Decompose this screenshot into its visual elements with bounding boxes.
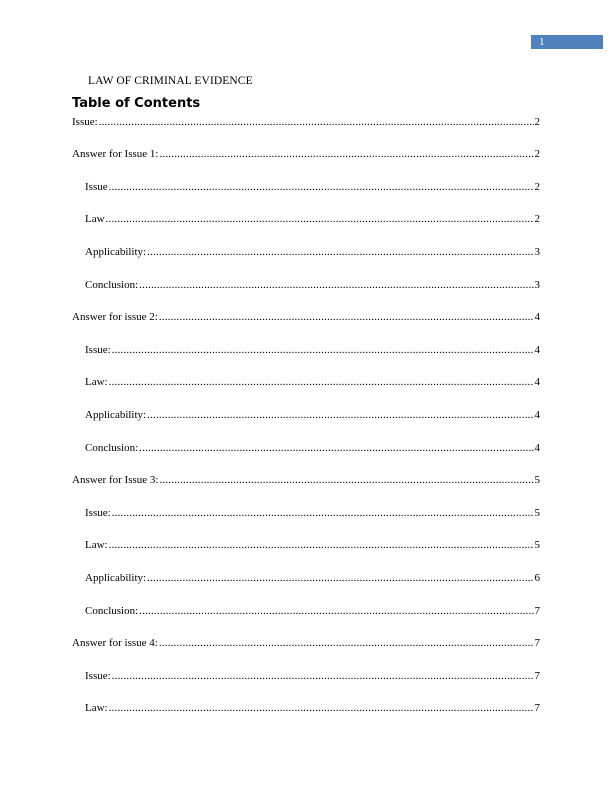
toc-entry-text: Issue: xyxy=(85,344,111,356)
toc-entry-text: Law: xyxy=(85,702,108,714)
toc-entry-page: 4 xyxy=(534,409,540,421)
toc-entry[interactable] xyxy=(85,278,540,292)
toc-entry-page: 7 xyxy=(534,702,540,714)
toc-entry[interactable] xyxy=(72,310,540,324)
toc-entry-page: 4 xyxy=(534,376,540,388)
toc-entry[interactable] xyxy=(72,147,540,161)
toc-leader-dots xyxy=(109,180,534,194)
toc-entry[interactable] xyxy=(85,701,540,715)
toc-leader-dots xyxy=(109,701,534,715)
toc-entry-page: 4 xyxy=(534,311,540,323)
toc-entry[interactable] xyxy=(85,180,540,194)
toc-entry[interactable] xyxy=(72,636,540,650)
toc-entry-text: Law: xyxy=(85,376,108,388)
toc-entry-page: 7 xyxy=(534,637,540,649)
toc-entry-text: Conclusion: xyxy=(85,442,139,454)
toc-leader-dots xyxy=(139,604,533,618)
page-number-badge: 1 xyxy=(531,35,603,49)
toc-entry[interactable] xyxy=(85,343,540,357)
toc-entry-text: Applicability: xyxy=(85,572,147,584)
toc-entry-page: 4 xyxy=(534,344,540,356)
toc-entry[interactable] xyxy=(85,604,540,618)
toc-entry-text: Conclusion: xyxy=(85,279,139,291)
toc-entry-page: 4 xyxy=(534,442,540,454)
running-head: LAW OF CRIMINAL EVIDENCE xyxy=(88,75,253,87)
toc-entry-text: Applicability: xyxy=(85,246,147,258)
toc-entry-text: Issue: xyxy=(85,507,111,519)
toc-leader-dots xyxy=(106,212,534,226)
toc-entry-page: 5 xyxy=(534,539,540,551)
toc-entry-text: Applicability: xyxy=(85,409,147,421)
toc-entry[interactable] xyxy=(72,115,540,129)
toc-entry-page: 3 xyxy=(534,246,540,258)
toc-entry-text: Issue: xyxy=(72,116,98,128)
toc-entry[interactable] xyxy=(72,473,540,487)
toc-leader-dots xyxy=(109,375,534,389)
toc-entry-page: 2 xyxy=(534,116,540,128)
toc-leader-dots xyxy=(139,441,533,455)
toc-entry-text: Issue: xyxy=(85,670,111,682)
toc-leader-dots xyxy=(147,245,533,259)
toc-leader-dots xyxy=(139,278,533,292)
toc-entry-page: 2 xyxy=(534,148,540,160)
toc-entry[interactable] xyxy=(85,408,540,422)
toc-leader-dots xyxy=(159,636,534,650)
toc-leader-dots xyxy=(112,506,534,520)
toc-entry[interactable] xyxy=(85,441,540,455)
toc-title: Table of Contents xyxy=(72,96,201,111)
toc-entry[interactable] xyxy=(85,375,540,389)
toc-entry-page: 7 xyxy=(534,670,540,682)
toc-leader-dots xyxy=(112,343,534,357)
toc-entry[interactable] xyxy=(85,245,540,259)
toc-entry[interactable] xyxy=(85,538,540,552)
toc-leader-dots xyxy=(109,538,534,552)
toc-leader-dots xyxy=(159,473,533,487)
toc-entry-text: Law xyxy=(85,213,105,225)
toc-entry[interactable] xyxy=(85,571,540,585)
toc-entry[interactable] xyxy=(85,212,540,226)
toc-entry-page: 5 xyxy=(534,474,540,486)
toc-leader-dots xyxy=(112,669,534,683)
toc-leader-dots xyxy=(147,571,533,585)
toc-entry-page: 7 xyxy=(534,605,540,617)
toc-leader-dots xyxy=(159,310,534,324)
toc-entry-page: 2 xyxy=(534,213,540,225)
toc-entry-text: Conclusion: xyxy=(85,605,139,617)
toc-entry-text: Issue xyxy=(85,181,108,193)
toc-entry-page: 2 xyxy=(534,181,540,193)
toc-leader-dots xyxy=(159,147,533,161)
toc-leader-dots xyxy=(99,115,534,129)
toc-entry-page: 3 xyxy=(534,279,540,291)
toc-leader-dots xyxy=(147,408,533,422)
toc-entry-text: Answer for issue 4: xyxy=(72,637,158,649)
toc-entry-text: Answer for Issue 3: xyxy=(72,474,159,486)
toc-entry[interactable] xyxy=(85,506,540,520)
toc-entry-text: Answer for Issue 1: xyxy=(72,148,159,160)
toc-entry-text: Answer for issue 2: xyxy=(72,311,158,323)
toc-entry-page: 6 xyxy=(534,572,540,584)
toc-entry-text: Law: xyxy=(85,539,108,551)
toc-entry-page: 5 xyxy=(534,507,540,519)
toc-entry[interactable] xyxy=(85,669,540,683)
